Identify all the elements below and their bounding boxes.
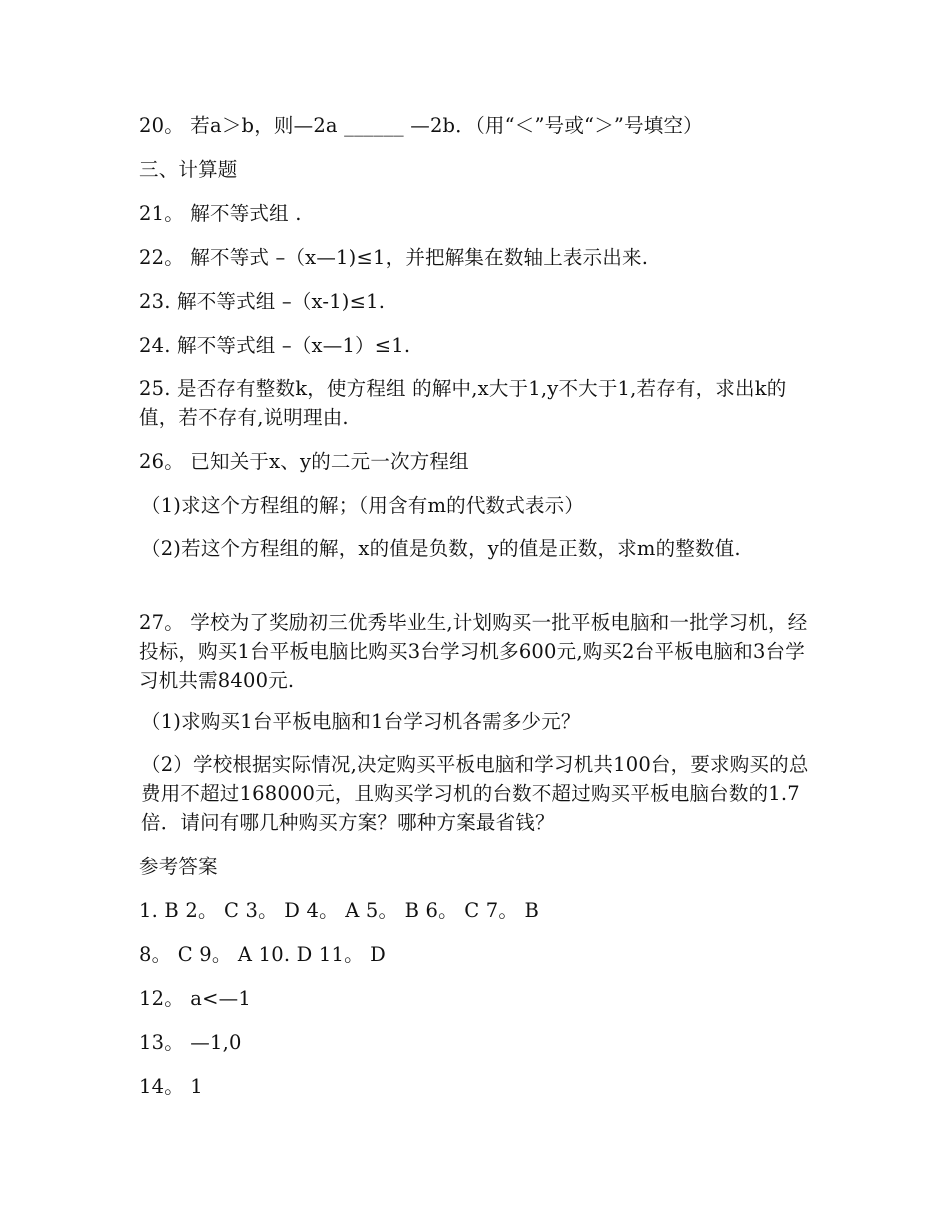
answer-13: 13。 —1,0 xyxy=(139,1031,242,1054)
question-20: 20。 若a＞b，则—2a ______ —2b．（用“＜”号或“＞”号填空） xyxy=(139,114,703,137)
question-25: 25. 是否存有整数k，使方程组 的解中,x大于1,y不大于1,若存有，求出k的值，若不存有,说明理由. xyxy=(139,377,787,429)
question-22: 22。 解不等式 –（x—1)≤1，并把解集在数轴上表示出来. xyxy=(139,246,649,269)
question-21: 21。 解不等式组 . xyxy=(139,202,302,225)
question-27: 27。 学校为了奖励初三优秀毕业生,计划购买一批平板电脑和一批学习机，经投标，购买1台平板电脑比购买3台学习机多600元,购买2台平板电脑和3台学习机共需8400元. xyxy=(139,611,808,692)
answers-heading: 参考答案 xyxy=(139,855,218,878)
question-26-part-1: （1)求这个方程组的解；（用含有m的代数式表示） xyxy=(141,494,585,517)
answers-row-2: 8。 C 9。 A 10. D 11。 D xyxy=(139,943,386,966)
answer-14: 14。 1 xyxy=(139,1075,203,1098)
section-heading-calculation: 三、计算题 xyxy=(139,158,238,181)
question-24: 24. 解不等式组 –（x—1）≤1. xyxy=(139,334,411,357)
answer-12: 12。 a<—1 xyxy=(139,987,251,1010)
question-27-part-2: （2）学校根据实际情况,决定购买平板电脑和学习机共100台，要求购买的总费用不超过168000元，且购买学习机的台数不超过购买平板电脑台数的1.7倍．请问有哪几种购买方案？哪种方案最省钱？ xyxy=(141,753,809,834)
question-26-part-2: （2)若这个方程组的解，x的值是负数，y的值是正数，求m的整数值. xyxy=(141,537,741,560)
answers-row-1: 1. B 2。 C 3。 D 4。 A 5。 B 6。 C 7。 B xyxy=(139,899,539,922)
question-23: 23. 解不等式组 –（x-1)≤1. xyxy=(139,290,386,313)
question-27-part-1: （1)求购买1台平板电脑和1台学习机各需多少元？ xyxy=(141,710,581,733)
question-26: 26。 已知关于x、y的二元一次方程组 xyxy=(139,450,469,473)
